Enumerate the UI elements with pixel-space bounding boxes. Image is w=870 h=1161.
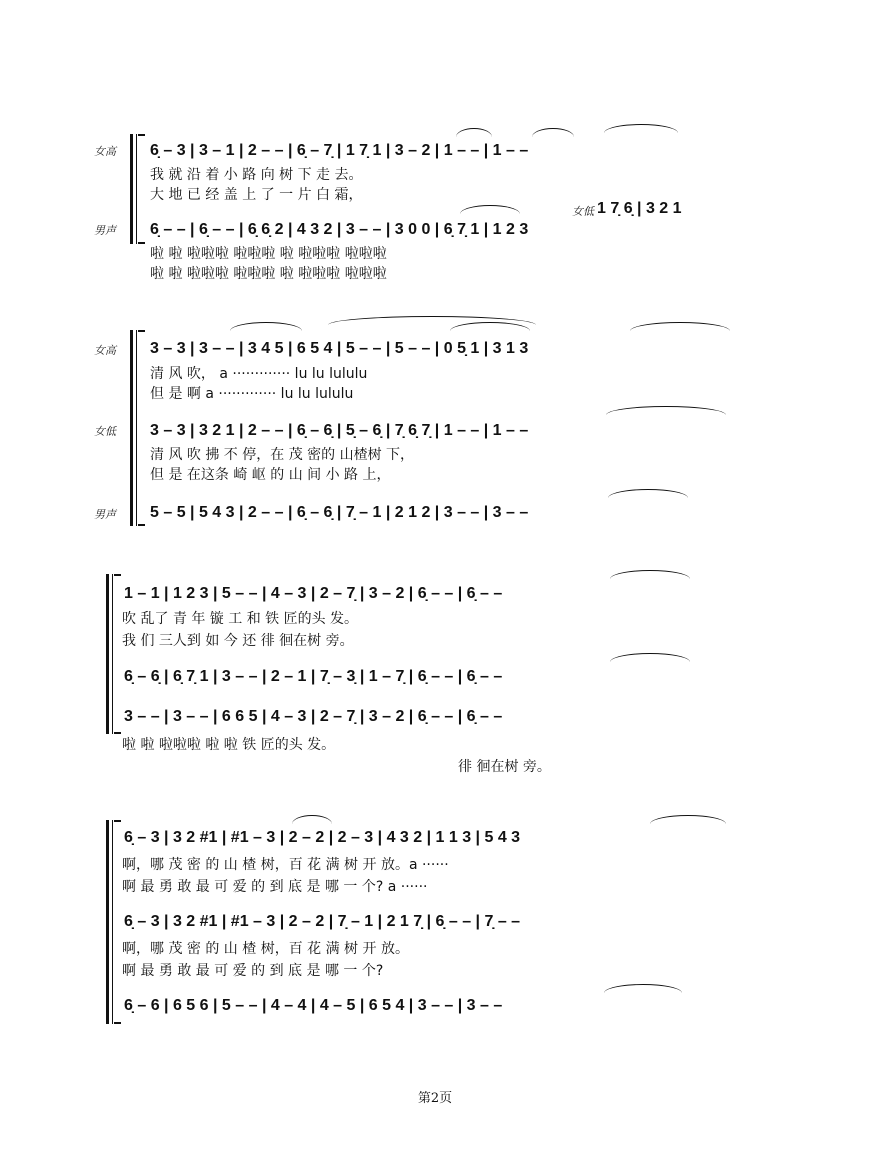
notation-row [0, 584, 870, 606]
lyric-line: 但 是 啊 a ············· lu lu lululu [150, 386, 354, 402]
slur [608, 489, 688, 498]
notation-row [0, 141, 870, 163]
part-label: 男声 [94, 224, 116, 237]
part-label: 女高 [94, 145, 116, 158]
notation-text: 5 – 5 | 5 4 3 | 2 – – | 6̣ – 6̣ | 7̣ – 1 | 2 1 2 | 3 – – | 3 – – [150, 504, 529, 521]
slur [456, 128, 492, 137]
slur [610, 653, 690, 662]
slur [292, 815, 332, 824]
part-label: 女低 [572, 205, 594, 218]
lyric-line: 啊，哪 茂 密 的 山 楂 树，百 花 满 树 开 放。 [122, 941, 409, 957]
notation-text: 1 7̣ 6̣ | 3 2 1 [597, 200, 682, 217]
lyric-line: 大 地 已 经 盖 上 了 一 片 白 霜， [150, 187, 363, 203]
notation-text: 3 – 3 | 3 2 1 | 2 – – | 6̣ – 6̣ | 5̣ – 6̣ | 7̣ 6̣ 7̣ | 1 – – | 1 – – [150, 422, 529, 439]
slur [604, 124, 678, 133]
notation-text: 6̣ – – | 6̣ – – | 6̣ 6̣ 2 | 4 3 2 | 3 – – | 3 0 0 | 6̣ 7̣ 1 | 1 2 3 [150, 221, 529, 238]
notation-row [0, 828, 870, 850]
notation-text: 6̣ – 6̣ | 6̣ 7̣ 1 | 3 – – | 2 – 1 | 7̣ – 3̣ | 1 – 7̣ | 6̣ – – | 6̣ – – [124, 668, 503, 685]
slur [532, 128, 574, 137]
notation-row [0, 912, 870, 934]
page-number: 第2页 [417, 1091, 453, 1106]
lyric-line: 清 风 吹， a ············· lu lu lululu [150, 366, 368, 382]
notation-row [0, 503, 870, 525]
lyric-line: 吹 乱了 青 年 镟 工 和 铁 匠的头 发。 [122, 611, 359, 627]
lyric-line: 但 是 在这条 崎 岖 的 山 间 小 路 上， [150, 467, 391, 483]
slur [460, 205, 520, 214]
notation-text: 1 – 1 | 1 2 3 | 5 – – | 4 – 3 | 2 – 7̣ | 3 – 2 | 6̣ – – | 6̣ – – [124, 585, 503, 602]
notation-text: 3 – 3 | 3 – – | 3 4 5 | 6 5 4 | 5 – – | 5 – – | 0 5̣ 1 | 3 1 3 [150, 340, 529, 357]
notation-row [0, 667, 870, 689]
notation-row [0, 339, 870, 361]
part-label: 女高 [94, 344, 116, 357]
slur [610, 570, 690, 579]
lyric-line: 啊 最 勇 敢 最 可 爱 的 到 底 是 哪 一 个? [122, 963, 384, 979]
lyric-line: 啦 啦 啦啦啦 啦 啦 铁 匠的头 发。 [122, 737, 336, 753]
part-label: 男声 [94, 508, 116, 521]
notation-text: 6̣ – 3 | 3 2 #1 | #1 – 3 | 2 – 2 | 2 – 3 | 4 3 2 | 1 1 3 | 5 4 3 [124, 829, 521, 846]
slur [630, 322, 730, 331]
slur [650, 815, 726, 824]
lyric-line: 我 们 三人到 如 今 还 徘 徊在树 旁。 [122, 633, 354, 649]
notation-row [0, 220, 870, 242]
part-label: 女低 [94, 425, 116, 438]
slur [604, 984, 682, 993]
notation-row [0, 707, 870, 729]
lyric-line: 啊 最 勇 敢 最 可 爱 的 到 底 是 哪 一 个? a ······ [122, 879, 428, 895]
notation-text: 6̣ – 3 | 3 2 #1 | #1 – 3 | 2 – 2 | 7̣ – 1 | 2 1 7̣ | 6̣ – – | 7̣ – – [124, 913, 521, 930]
lyric-line: 我 就 沿 着 小 路 向 树 下 走 去。 [150, 167, 363, 183]
notation-text: 6̣ – 6 | 6 5 6 | 5 – – | 4 – 4 | 4 – 5 | 6 5 4 | 3 – – | 3 – – [124, 997, 503, 1014]
notation-row [0, 996, 870, 1018]
notation-row [0, 421, 870, 443]
lyric-line: 清 风 吹 拂 不 停，在 茂 密的 山楂树 下， [150, 447, 415, 463]
lyric-line: 啊，哪 茂 密 的 山 楂 树，百 花 满 树 开 放。a ······ [122, 857, 449, 873]
slur [606, 406, 726, 415]
notation-text: 6̣ – 3 | 3 – 1 | 2 – – | 6̣ – 7̣ | 1 7̣ 1 | 3 – 2 | 1 – – | 1 – – [150, 142, 529, 159]
notation-text: 3 – – | 3 – – | 6 6 5 | 4 – 3 | 2 – 7̣ | 3 – 2 | 6̣ – – | 6̣ – – [124, 708, 503, 725]
lyric-line: 徘 徊在树 旁。 [458, 759, 551, 775]
slur [230, 322, 302, 331]
lyric-line: 啦 啦 啦啦啦 啦啦啦 啦 啦啦啦 啦啦啦 [150, 266, 387, 282]
lyric-line: 啦 啦 啦啦啦 啦啦啦 啦 啦啦啦 啦啦啦 [150, 246, 387, 262]
